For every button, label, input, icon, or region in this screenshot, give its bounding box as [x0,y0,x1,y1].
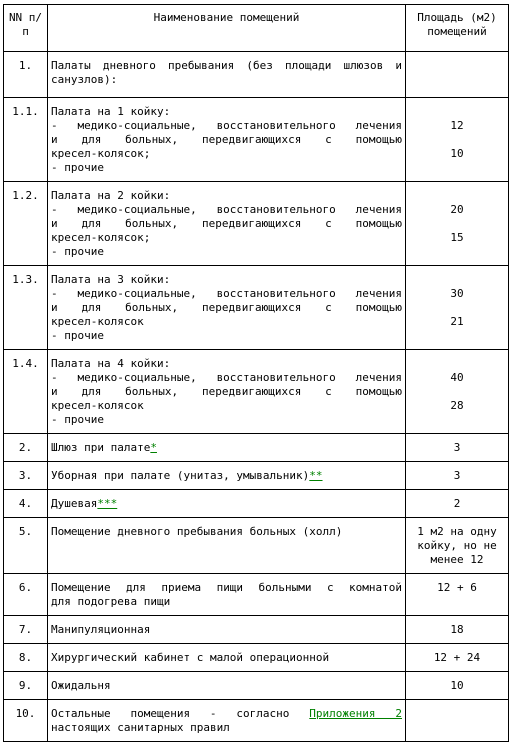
row-name-line: - медико-социальные, восстановительного лечения [51,287,402,300]
row-name-line: Помещение для приема пищи больными с комнатой [51,581,402,594]
row-name-line: - прочие [51,161,104,174]
header-num: NN п/п [4,5,48,52]
table-row [4,52,509,98]
row-name-line: настоящих санитарных правил [51,721,230,734]
row-name [48,574,406,616]
row-name: Хирургический кабинет с малой операционной [48,644,406,672]
row-num: 4. [4,490,48,518]
row-area: 12 + 24 [406,644,509,672]
table-row [4,182,509,266]
row-name-line: кресел-колясок; [51,147,151,160]
row-name: Манипуляционная [48,616,406,644]
row-area-value: 20 [450,203,464,216]
table-row [4,462,509,490]
row-name-text: Душевая [51,497,98,510]
row-name-line: Палаты дневного пребывания (без площади шлюзов и [51,59,402,72]
row-area: 10 [406,672,509,700]
table-row [4,490,509,518]
row-name-text: Шлюз при палате [51,441,151,454]
table-row [4,672,509,700]
row-name [48,52,406,98]
table-row [4,616,509,644]
row-name-line: для подогрева пищи [51,595,171,608]
row-area-value: 21 [450,315,464,328]
row-name-line: - прочие [51,245,104,258]
row-name-line: Палата на 2 койки: [51,189,171,202]
row-num: 9. [4,672,48,700]
row-area [406,98,509,182]
row-num: 8. [4,644,48,672]
row-area: 18 [406,616,509,644]
row-name [48,490,406,518]
row-area [406,52,509,98]
row-num: 6. [4,574,48,616]
row-area-value: 40 [450,371,464,384]
row-name-line: - медико-социальные, восстановительного лечения [51,119,402,132]
table-row [4,700,509,742]
footnote-link[interactable]: *** [97,497,118,510]
row-name-line: кресел-колясок; [51,231,151,244]
table-row [4,350,509,434]
row-name-line: и для больных, передвигающихся с помощью [51,217,402,230]
row-name: Ожидальня [48,672,406,700]
header-area: Площадь (м2) помещений [406,5,509,52]
row-name [48,182,406,266]
row-num: 2. [4,434,48,462]
row-area-value: 1 м2 на одну [417,525,497,538]
row-area: 2 [406,490,509,518]
row-num: 1.3. [4,266,48,350]
table-row [4,98,509,182]
row-name-line: - медико-социальные, восстановительного лечения [51,203,402,216]
row-area-value: 30 [450,287,464,300]
table-row [4,574,509,616]
row-num: 1. [4,52,48,98]
row-name-line: - прочие [51,329,104,342]
row-area [406,700,509,742]
row-name [48,98,406,182]
row-area [406,518,509,574]
row-name-line: Помещение дневного пребывания больных (холл) [51,525,343,538]
appendix-link[interactable]: Приложения 2 [309,707,402,720]
row-name-line: Палата на 4 койки: [51,357,171,370]
row-name [48,434,406,462]
row-name-line: и для больных, передвигающихся с помощью [51,133,402,146]
row-num: 1.1. [4,98,48,182]
row-area-value: менее 12 [430,553,484,566]
row-num: 1.4. [4,350,48,434]
row-name-text: Уборная при палате (унитаз, умывальник) [51,469,310,482]
row-name [48,266,406,350]
row-area-value: 28 [450,399,464,412]
footnote-link[interactable]: ** [309,469,323,482]
row-area-value: койку, но не [417,539,497,552]
table-header-row [4,5,509,52]
row-area-value: 10 [450,147,464,160]
row-num: 1.2. [4,182,48,266]
row-area: 12 + 6 [406,574,509,616]
footnote-link[interactable]: * [150,441,157,454]
row-num: 3. [4,462,48,490]
table-row [4,644,509,672]
row-name [48,518,406,574]
row-area [406,350,509,434]
rooms-area-table [3,4,509,742]
row-name-line: Палата на 3 койки: [51,273,171,286]
row-name-line: и для больных, передвигающихся с помощью [51,301,402,314]
row-area-value: 15 [450,231,464,244]
table-row [4,434,509,462]
row-name-line [51,707,402,721]
row-name [48,700,406,742]
table-row [4,518,509,574]
row-name-line: - медико-социальные, восстановительного лечения [51,371,402,384]
row-area [406,266,509,350]
row-area: 3 [406,434,509,462]
row-name-line: Палата на 1 койку: [51,105,171,118]
row-name [48,350,406,434]
header-name: Наименование помещений [48,5,406,52]
row-name [48,462,406,490]
row-num: 7. [4,616,48,644]
row-name-line: и для больных, передвигающихся с помощью [51,385,402,398]
row-name-line: кресел-колясок [51,399,144,412]
row-area [406,182,509,266]
row-name-line: - прочие [51,413,104,426]
table-row [4,266,509,350]
row-name-line: санузлов): [51,73,118,86]
row-name-line: кресел-колясок [51,315,144,328]
row-area: 3 [406,462,509,490]
row-name-text: Остальные помещения - согласно [51,707,290,720]
row-num: 10. [4,700,48,742]
row-area-value: 12 [450,119,464,132]
row-num: 5. [4,518,48,574]
